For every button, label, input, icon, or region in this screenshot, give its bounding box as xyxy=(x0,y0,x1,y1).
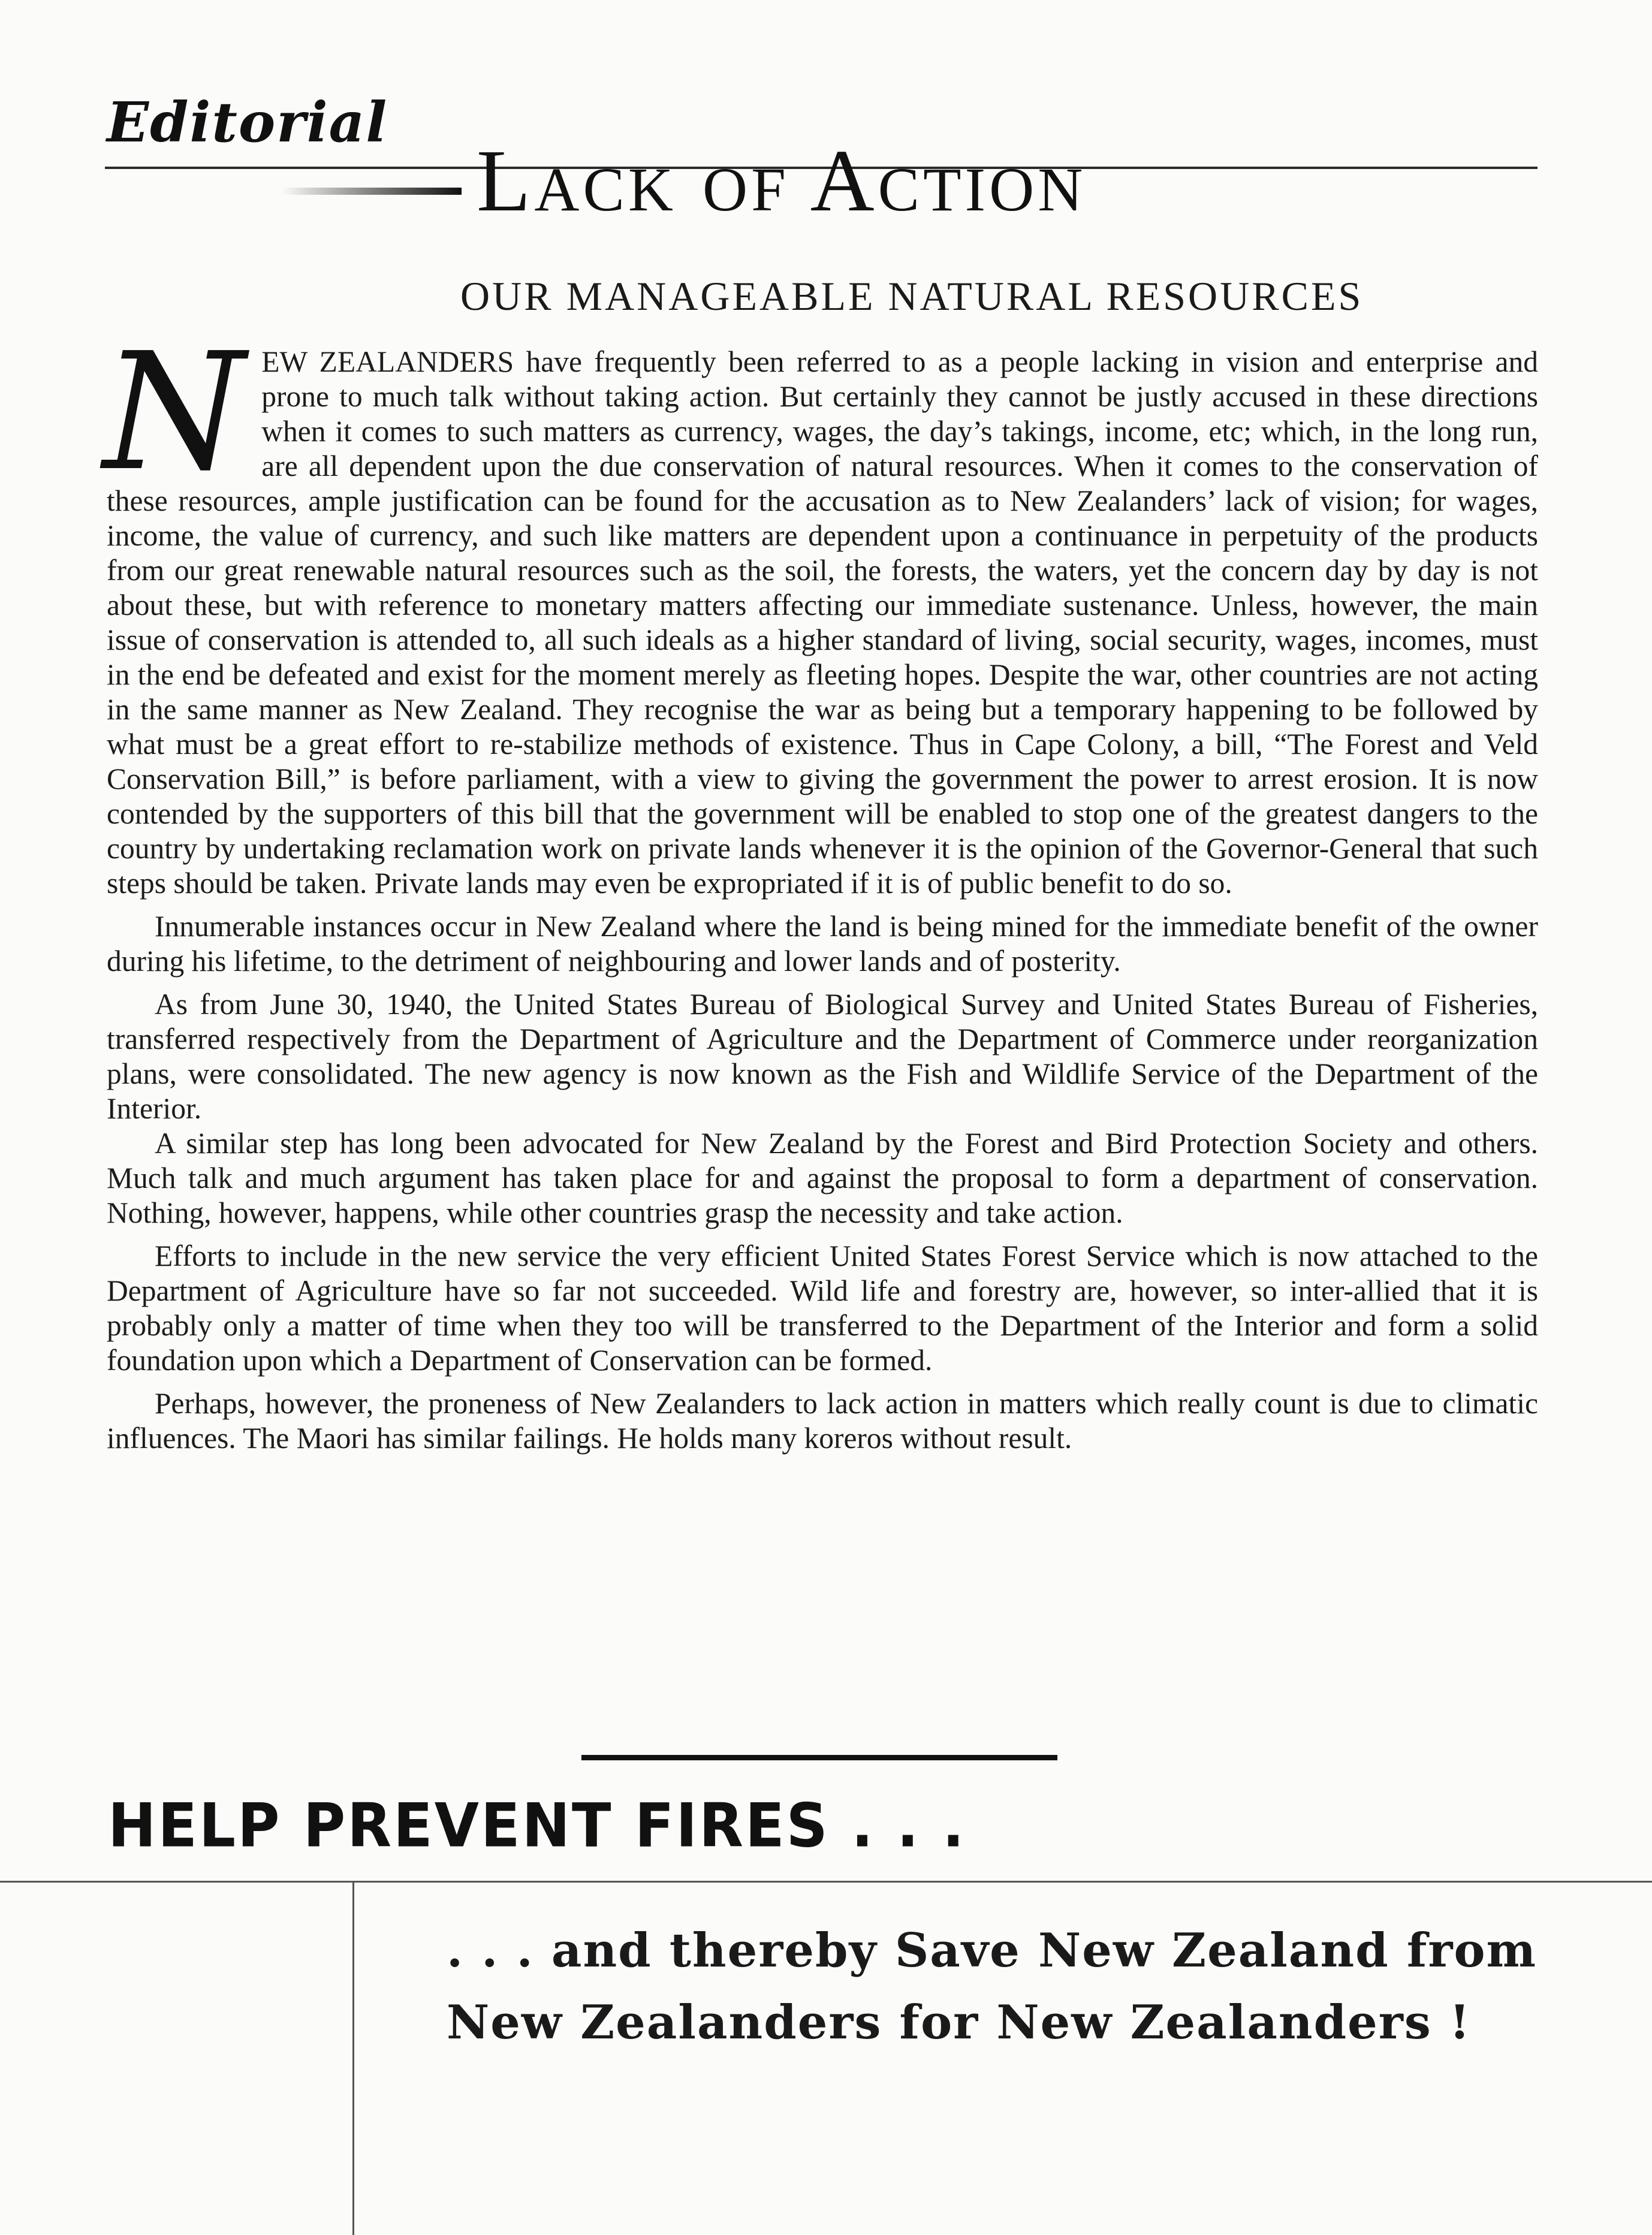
closing-line: New Zealanders for New Zealanders ! xyxy=(447,1995,1472,2050)
paragraph-text: have frequently been referred to as a people lacking in vision and enterprise and prone to much talk without taking action. But certainly they cannot be justly accused in these directions when it comes to such matters as currency, wages, the day’s takings, income, etc; which, in the long run, are all dependent upon the due conservation of natural resources. When it comes to the conservation of these resources, ample justification can be found for the accusation as to New Zealanders’ lack of vision; for wages, income, the value of currency, and such like matters are dependent upon a continuance in perpetuity of the products from our great renewable natural resources such as the soil, the forests, the waters, yet the concern day by day is not about these, but with reference to monetary matters affecting our immediate sustenance. Unless, however, the main issue of conservation is attended to, all such ideals as a higher standard of living, social security, wages, incomes, must in the end be defeated and exist for the moment merely as fleeting hopes. Despite the war, other countries are not acting in the same manner as New Zealand. They recognise the war as being but a temporary happening to be followed by what must be a great effort to re-stabilize methods of existence. Thus in Cape Colony, a bill, “The Forest and Veld Conservation Bill,” is before parliament, with a view to giving the government the power to arrest erosion. It is now contended by the supporters of this bill that the government will be enabled to stop one of the greatest dangers to the country by undertaking reclamation work on private lands whenever it is the opinion of the Governor-General that such steps should be taken. Private lands may even be expropriated if it is of public benefit to do so. xyxy=(107,345,1538,900)
fire-slogan: HELP PREVENT FIRES . . . xyxy=(108,1790,966,1861)
article-paragraph: Innumerable instances occur in New Zealand where the land is being mined for the immediate benefit of the owner during his lifetime, to the detriment of neighbouring and lower lands and of posterity. xyxy=(107,910,1538,978)
drop-cap: N xyxy=(103,318,245,506)
article-body xyxy=(103,318,1538,1456)
decorative-swoosh xyxy=(282,188,462,195)
subheadline: OUR MANAGEABLE NATURAL RESOURCES xyxy=(460,273,1364,319)
article-paragraph: Perhaps, however, the proneness of New Zealanders to lack action in matters which really count is due to climatic influences. The Maori has similar failings. He holds many koreros without result. xyxy=(107,1387,1538,1455)
article-paragraph: Efforts to include in the new service the very efficient United States Forest Service which is now attached to the Department of Agriculture have so far not succeeded. Wild life and forestry are, however, so inter-allied that it is probably only a matter of time when they too will be transferred to the Department of the Interior and form a solid foundation upon which a Department of Conservation can be formed. xyxy=(107,1239,1538,1377)
headline: Lack of Action xyxy=(477,132,1087,230)
section-label: Editorial xyxy=(107,90,388,155)
article-paragraph: As from June 30, 1940, the United States Bureau of Biological Survey and United States Bureau of Fisheries, transferred respectively from the Department of Agriculture and the Department of Commerce under reorganization plans, were consolidated. The new agency is now known as the Fish and Wildlife Service of the Department of the Interior. xyxy=(107,988,1538,1125)
section-divider xyxy=(581,1755,1057,1760)
vertical-rule xyxy=(352,1881,354,2235)
closing-message xyxy=(447,1915,1544,2059)
article-paragraph xyxy=(103,318,1538,901)
lead-caps: EW ZEALANDERS xyxy=(261,345,514,378)
article-paragraph: A similar step has long been advocated for New Zealand by the Forest and Bird Protection Society and others. Much talk and much argument has taken place for and against the proposal to form a department of conservation. Nothing, however, happens, while other countries grasp the necessity and take action. xyxy=(107,1127,1538,1229)
bottom-rule xyxy=(0,1881,1652,1883)
closing-line: . . . and thereby Save New Zealand from xyxy=(447,1923,1538,1978)
